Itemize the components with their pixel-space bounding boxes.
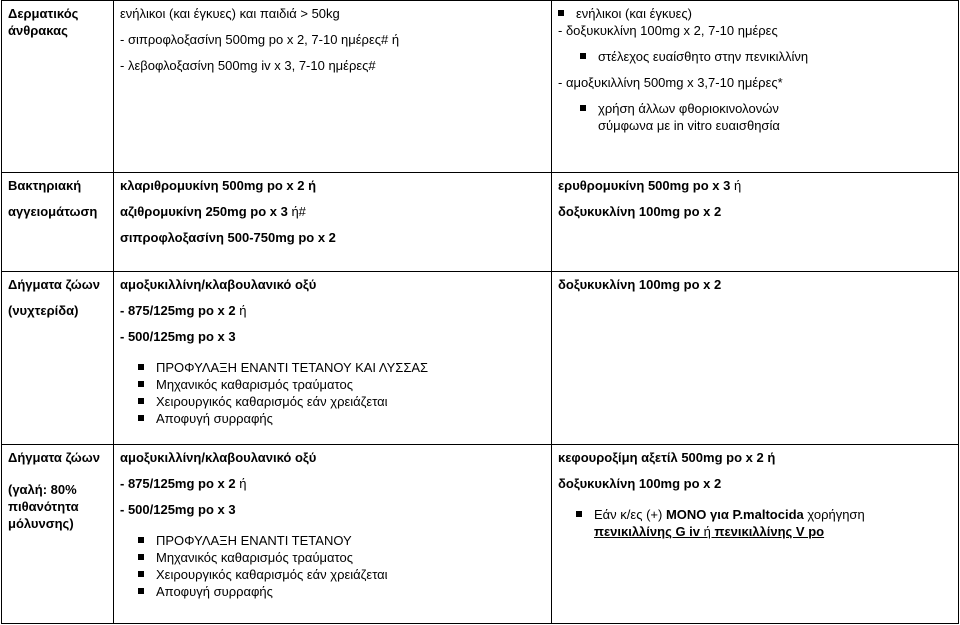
alternative-cell xyxy=(552,272,959,445)
text-line: δοξυκυκλίνη 100mg po x 2 xyxy=(558,204,722,219)
bullet-item: Εάν κ/ες (+) ΜΟΝΟ για P.maltocida χορήγηση πενικιλλίνης G iv ή πενικιλλίνης V po xyxy=(558,506,952,540)
row-label: (νυχτερίδα) xyxy=(8,303,79,318)
bullet-item: Μηχανικός καθαρισμός τραύματος xyxy=(120,376,545,393)
text-line: - 500/125mg po x 3 xyxy=(120,502,236,517)
bullet-item: ΠΡΟΦΥΛΑΞΗ ΕΝΑΝΤΙ ΤΕΤΑΝΟΥ ΚΑΙ ΛΥΣΣΑΣ xyxy=(120,359,545,376)
square-bullet-icon xyxy=(138,554,144,560)
bullet-item: ΠΡΟΦΥΛΑΞΗ ΕΝΑΝΤΙ ΤΕΤΑΝΟΥ xyxy=(120,532,545,549)
bullet-item: ενήλικοι (και έγκυες) xyxy=(558,5,952,22)
square-bullet-icon xyxy=(138,588,144,594)
text-line: αζιθρομυκίνη 250mg po x 3 ή# xyxy=(120,204,306,219)
square-bullet-icon xyxy=(576,511,582,517)
text-line: - λεβοφλοξασίνη 500mg iv x 3, 7-10 ημέρες# xyxy=(120,58,376,73)
row-label: μόλυνσης) xyxy=(8,516,74,531)
text-line: κλαριθρομυκίνη 500mg po x 2 ή xyxy=(120,178,317,193)
square-bullet-icon xyxy=(138,571,144,577)
text-line: ενήλικοι (και έγκυες) και παιδιά > 50kg xyxy=(120,6,340,21)
row-label: Δήγματα ζώων xyxy=(8,277,100,292)
square-bullet-icon xyxy=(558,10,564,16)
table-row xyxy=(2,173,959,272)
treatment-cell xyxy=(114,272,552,445)
row-label: αγγειομάτωση xyxy=(8,204,98,219)
alternative-cell xyxy=(552,173,959,272)
row-label: Δήγματα ζώων xyxy=(8,450,100,465)
bullet-item: Χειρουργικός καθαρισμός εάν χρειάζεται xyxy=(120,566,545,583)
text-line: κεφουροξίμη αξετίλ 500mg po x 2 ή xyxy=(558,450,776,465)
row-label-cell xyxy=(2,1,114,173)
square-bullet-icon xyxy=(138,398,144,404)
treatment-cell xyxy=(114,445,552,624)
treatment-cell xyxy=(114,173,552,272)
bullet-item: Χειρουργικός καθαρισμός εάν χρειάζεται xyxy=(120,393,545,410)
text-line: - αμοξυκιλλίνη 500mg x 3,7-10 ημέρες* xyxy=(558,75,783,90)
text-line: - 875/125mg po x 2 ή xyxy=(120,303,247,318)
row-label: (γαλή: 80% xyxy=(8,482,77,497)
square-bullet-icon xyxy=(138,381,144,387)
table-row xyxy=(2,445,959,624)
text-line: δοξυκυκλίνη 100mg po x 2 xyxy=(558,476,722,491)
text-line: αμοξυκιλλίνη/κλαβουλανικό οξύ xyxy=(120,277,317,292)
text-line: δοξυκυκλίνη 100mg po x 2 xyxy=(558,277,722,292)
row-label-cell xyxy=(2,173,114,272)
text-line: - σιπροφλοξασίνη 500mg po x 2, 7-10 ημέρες# ή xyxy=(120,32,400,47)
text-line: ερυθρομυκίνη 500mg po x 3 ή xyxy=(558,178,742,193)
row-label: άνθρακας xyxy=(8,23,68,38)
alternative-cell xyxy=(552,445,959,624)
text-line: αμοξυκιλλίνη/κλαβουλανικό οξύ xyxy=(120,450,317,465)
alternative-cell xyxy=(552,1,959,173)
row-label: πιθανότητα xyxy=(8,499,79,514)
treatment-cell xyxy=(114,1,552,173)
bullet-item: Αποφυγή συρραφής xyxy=(120,410,545,427)
square-bullet-icon xyxy=(138,537,144,543)
table-row xyxy=(2,272,959,445)
square-bullet-icon xyxy=(580,53,586,59)
bullet-item: χρήση άλλων φθοριοκινολονών σύμφωνα με in vitro ευαισθησία xyxy=(558,100,952,134)
text-line: - 875/125mg po x 2 ή xyxy=(120,476,247,491)
square-bullet-icon xyxy=(580,105,586,111)
text-line: - δοξυκυκλίνη 100mg x 2, 7-10 ημέρες xyxy=(558,23,778,38)
bullet-item: Αποφυγή συρραφής xyxy=(120,583,545,600)
bullet-item: Μηχανικός καθαρισμός τραύματος xyxy=(120,549,545,566)
text-line: - 500/125mg po x 3 xyxy=(120,329,236,344)
antibiotic-table xyxy=(1,0,959,624)
row-label: Δερματικός xyxy=(8,6,79,21)
row-label-cell xyxy=(2,272,114,445)
square-bullet-icon xyxy=(138,415,144,421)
row-label-cell xyxy=(2,445,114,624)
bullet-item: στέλεχος ευαίσθητο στην πενικιλλίνη xyxy=(558,48,952,65)
text-line: σιπροφλοξασίνη 500-750mg po x 2 xyxy=(120,230,336,245)
square-bullet-icon xyxy=(138,364,144,370)
table-row xyxy=(2,1,959,173)
row-label: Βακτηριακή xyxy=(8,178,82,193)
